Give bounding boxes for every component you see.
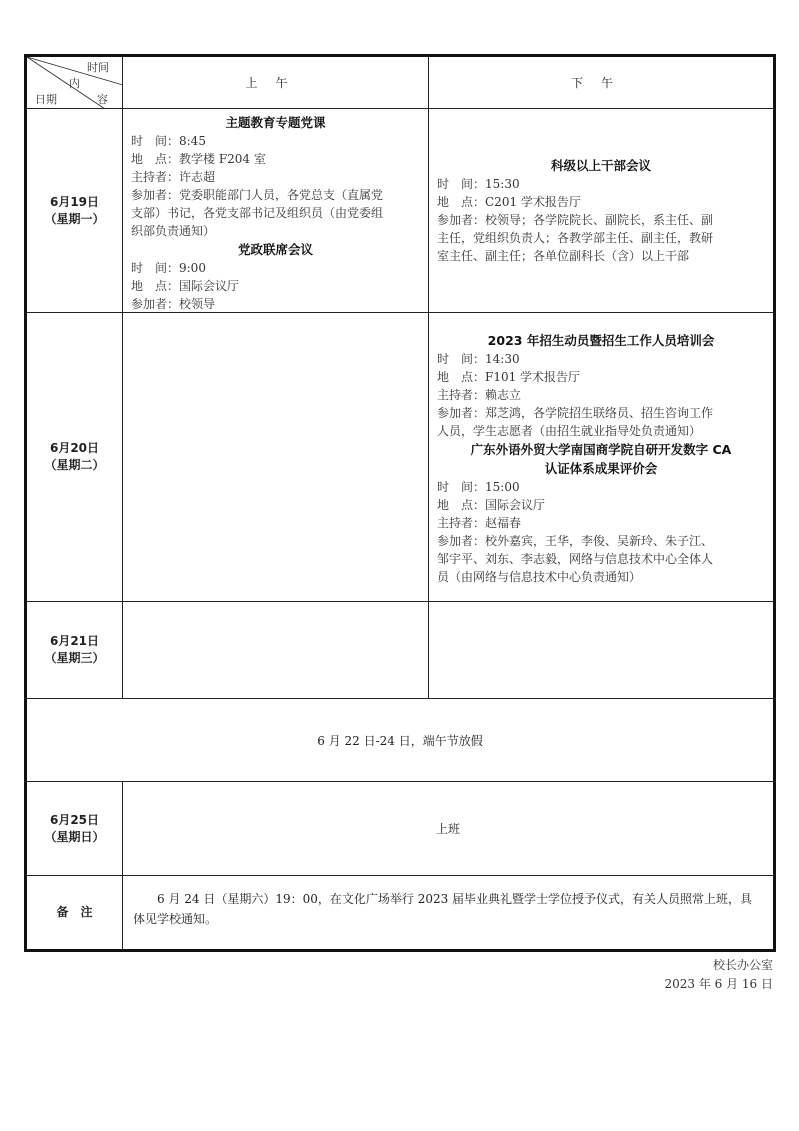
header-pm-cell bbox=[429, 57, 773, 108]
meeting-location: 地 点：国际会议厅 bbox=[437, 498, 546, 512]
meeting-time: 时 间：14:30 bbox=[437, 352, 520, 366]
meeting-title: 主题教育专题党课 bbox=[225, 115, 326, 130]
date-cell bbox=[27, 313, 123, 601]
meeting-attendees: 参加者：党委职能部门人员，各党总支（直属党 bbox=[131, 188, 384, 202]
date-text: 6月21日 bbox=[49, 634, 100, 648]
weekday-text: （星期三） bbox=[44, 651, 105, 665]
header-am-cell bbox=[123, 57, 429, 108]
header-content-label-2: 容 bbox=[97, 93, 108, 106]
am-cell bbox=[123, 109, 429, 312]
meeting-title: 科级以上干部会议 bbox=[550, 158, 651, 173]
remarks-label: 备 注 bbox=[56, 905, 93, 919]
meeting-time: 时 间：15:30 bbox=[437, 177, 520, 191]
meeting-host: 主持者：赖志立 bbox=[437, 388, 522, 402]
meeting-title-cont: 认证体系成果评价会 bbox=[544, 461, 658, 476]
holiday-row bbox=[27, 699, 773, 782]
meeting-attendees: 参加者：郑芝鸿，各学院招生联络员、招生咨询工作 bbox=[437, 406, 714, 420]
meeting-attendees: 参加者：校领导 bbox=[131, 297, 216, 311]
meeting-attendees: 参加者：校外嘉宾，王华，李俊、吴新玲、朱子江、 bbox=[437, 534, 714, 548]
header-am: 上午 bbox=[245, 76, 306, 90]
meeting-host: 主持者：许志超 bbox=[131, 170, 216, 184]
remarks-row bbox=[27, 876, 773, 949]
issue-date: 2023 年 6 月 16 日 bbox=[664, 977, 773, 991]
remarks-label-cell bbox=[27, 876, 123, 949]
weekday-text: （星期二） bbox=[44, 458, 105, 472]
issuing-office: 校长办公室 bbox=[712, 958, 773, 972]
header-date-label: 日期 bbox=[35, 93, 57, 106]
day-row-june-25 bbox=[27, 782, 773, 876]
day-row-june-19 bbox=[27, 109, 773, 313]
header-content-label-1: 内 bbox=[69, 77, 80, 90]
pm-cell bbox=[429, 602, 773, 698]
meeting-time: 时 间：8:45 bbox=[131, 134, 206, 148]
meeting-attendees: 参加者：校领导；各学院院长、副院长，系主任、副 bbox=[437, 213, 714, 227]
remarks-text: 6 月 24 日（星期六）19：00，在文化广场举行 2023 届毕业典礼暨学士学位授予仪式，有关人员照常上班，具体见学校通知。 bbox=[133, 892, 753, 926]
meeting-location: 地 点：C201 学术报告厅 bbox=[437, 195, 581, 209]
meeting-attendees-cont: 室主任、副主任；各单位副科长（含）以上干部 bbox=[437, 249, 690, 263]
am-cell bbox=[123, 602, 429, 698]
meeting-title: 2023 年招生动员暨招生工作人员培训会 bbox=[487, 333, 715, 348]
meeting-attendees-cont: 支部）书记，各党支部书记及组织员（由党委组 bbox=[131, 206, 384, 220]
meeting-time: 时 间：15:00 bbox=[437, 480, 520, 494]
workday-text: 上班 bbox=[435, 822, 460, 836]
schedule-table bbox=[24, 54, 776, 952]
holiday-text: 6 月 22 日-24 日，端午节放假 bbox=[317, 733, 483, 748]
meeting-attendees-cont: 邹宇平、刘东、李志毅，网络与信息技术中心全体人 bbox=[437, 552, 714, 566]
header-row bbox=[27, 57, 773, 109]
header-pm: 下午 bbox=[570, 76, 631, 90]
day-row-june-20 bbox=[27, 313, 773, 602]
date-cell bbox=[27, 109, 123, 312]
header-diagonal-cell bbox=[27, 57, 123, 108]
meeting-title: 广东外语外贸大学南国商学院自研开发数字 CA bbox=[470, 442, 732, 457]
date-cell bbox=[27, 782, 123, 875]
weekday-text: （星期日） bbox=[44, 829, 105, 844]
meeting-attendees-cont: 员（由网络与信息技术中心负责通知） bbox=[437, 570, 642, 584]
date-text: 6月19日 bbox=[49, 194, 100, 209]
meeting-host: 主持者：赵福春 bbox=[437, 516, 522, 530]
date-text: 6月25日 bbox=[49, 812, 100, 827]
meeting-attendees-cont: 主任，党组织负责人；各教学部主任、副主任，教研 bbox=[437, 231, 714, 245]
weekday-text: （星期一） bbox=[44, 211, 105, 226]
meeting-location: 地 点：F101 学术报告厅 bbox=[437, 370, 581, 384]
meeting-title: 党政联席会议 bbox=[237, 242, 313, 257]
meeting-time: 时 间：9:00 bbox=[131, 261, 206, 275]
pm-cell bbox=[429, 109, 773, 312]
meeting-location: 地 点：教学楼 F204 室 bbox=[131, 152, 266, 166]
pm-cell bbox=[429, 313, 773, 601]
meeting-attendees-cont: 人员，学生志愿者（由招生就业指导处负责通知） bbox=[437, 424, 702, 438]
date-cell bbox=[27, 602, 123, 698]
meeting-location: 地 点：国际会议厅 bbox=[131, 279, 240, 293]
meeting-attendees-cont: 织部负责通知） bbox=[131, 224, 216, 238]
am-cell bbox=[123, 313, 429, 601]
header-time-label: 时间 bbox=[87, 61, 109, 74]
date-text: 6月20日 bbox=[49, 441, 100, 455]
workday-cell bbox=[123, 782, 773, 875]
day-row-june-21 bbox=[27, 602, 773, 699]
